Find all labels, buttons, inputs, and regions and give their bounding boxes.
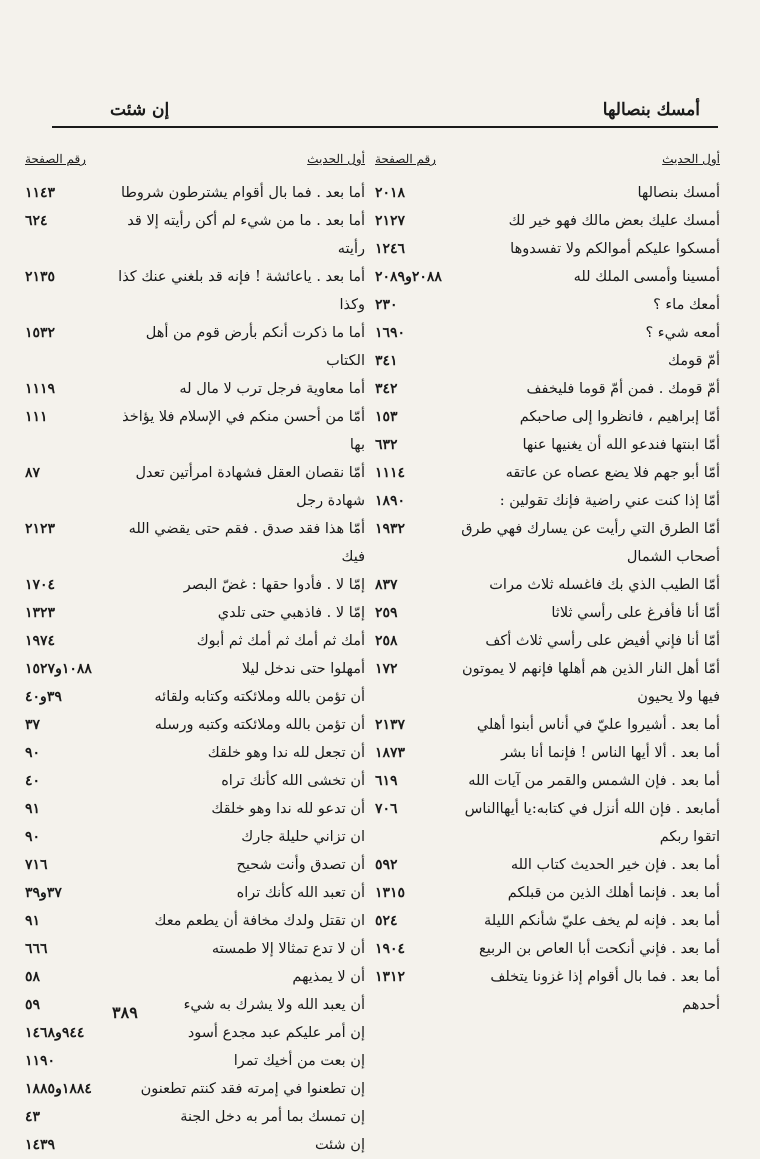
column-header <box>375 148 720 170</box>
page-ref: ١١١٤ <box>375 465 406 481</box>
page-ref: ١٢٤٦ <box>375 241 406 257</box>
hadith-first-words: أمّا أبو جهم فلا يضع عصاه عن عاتقه <box>505 465 720 481</box>
page-ref: ١٤٣٩ <box>25 1137 56 1153</box>
hadith-first-words: أمّا إبراهيم ، فانظروا إلى صاحبكم <box>519 409 720 425</box>
hadith-first-words: أمعه شيء ؟ <box>645 325 720 341</box>
page-ref: ١٧٢ <box>375 661 398 677</box>
index-entry <box>25 935 365 963</box>
index-entry <box>25 823 365 851</box>
hadith-first-words: أن تؤمن بالله وملائكته وكتابه ولقائه <box>154 689 365 705</box>
index-entry <box>25 683 365 711</box>
page-ref: ٦٣٢ <box>375 437 398 453</box>
hadith-first-words: أن يعبد الله ولا يشرك به شيء <box>183 997 365 1013</box>
page-ref: ٣٤١ <box>375 353 398 369</box>
hadith-first-words: أمابعد . فإن الله أنزل في كتابه:يا أيهاالناس اتقوا ربكم <box>464 801 720 845</box>
hadith-first-words: أمّا أنا فأفرغ على رأسي ثلاثا <box>551 605 720 621</box>
index-entry <box>375 935 720 963</box>
page-ref: ٢١٣٥ <box>25 269 56 285</box>
index-entry <box>25 1019 365 1047</box>
page-ref: ٥٩ <box>25 997 41 1013</box>
first-words-heading: أول الحديث <box>662 152 720 166</box>
index-entry <box>25 879 365 907</box>
page-ref: ٦١٩ <box>375 773 398 789</box>
page-ref-heading: رقم الصفحة <box>375 152 436 166</box>
page-ref: ١١٤٣ <box>25 185 56 201</box>
page-ref: ٩٠ <box>25 745 41 761</box>
index-entry <box>375 711 720 739</box>
index-entry <box>25 655 365 683</box>
index-entry <box>25 179 365 207</box>
page-number: ٣٨٩ <box>112 1003 138 1022</box>
index-entry <box>375 571 720 599</box>
index-entry <box>375 599 720 627</box>
hadith-first-words: إمّا لا . فاذهبي حتى تلدي <box>217 605 365 621</box>
index-column-left <box>25 148 365 1159</box>
index-entry <box>25 1047 365 1075</box>
page-ref: ٢١٢٧ <box>375 213 406 229</box>
page-ref: ١٣١٢ <box>375 969 406 985</box>
page-ref: ٣٩و٤٠ <box>25 689 62 705</box>
page-ref: ٨٣٧ <box>375 577 398 593</box>
page-ref: ١٩٧٤ <box>25 633 56 649</box>
hadith-first-words: أما بعد . فما بال أقوام إذا غزونا يتخلف أحدهم <box>490 969 720 1013</box>
index-list <box>25 179 365 1159</box>
hadith-first-words: أما بعد . ما من شيء لم أكن رأيته إلا قد رأيته <box>127 213 365 257</box>
index-entry <box>25 599 365 627</box>
index-entry <box>25 319 365 375</box>
page-ref: ١٣١٥ <box>375 885 406 901</box>
index-list <box>375 179 720 1019</box>
index-entry <box>375 375 720 403</box>
hadith-first-words: أمّا من أحسن منكم في الإسلام فلا يؤاخذ بها <box>122 409 365 453</box>
page-ref: ٢٠١٨ <box>375 185 406 201</box>
index-entry <box>25 907 365 935</box>
hadith-first-words: أن لا يمذيهم <box>292 969 365 985</box>
page-ref-heading: رقم الصفحة <box>25 152 86 166</box>
page-ref: ٧٠٦ <box>375 801 398 817</box>
page-ref: ٤٠ <box>25 773 41 789</box>
index-entry <box>375 795 720 851</box>
index-entry <box>375 235 720 263</box>
hadith-first-words: أمهلوا حتى ندخل ليلا <box>241 661 365 677</box>
hadith-first-words: أن تصدق وأنت شحيح <box>236 857 365 873</box>
page-ref: ٦٦٦ <box>25 941 48 957</box>
index-entry <box>25 375 365 403</box>
page-ref: ١٣٢٣ <box>25 605 56 621</box>
index-entry <box>375 347 720 375</box>
index-entry <box>25 459 365 515</box>
page-ref: ١١١ <box>25 409 48 425</box>
index-entry <box>25 263 365 319</box>
hadith-first-words: إن تمسك بما أمر به دخل الجنة <box>180 1109 365 1125</box>
index-entry <box>375 487 720 515</box>
hadith-first-words: أما بعد . فإن خير الحديث كتاب الله <box>510 857 720 873</box>
hadith-first-words: أمّا نقصان العقل فشهادة امرأتين تعدل شهادة رجل <box>135 465 365 509</box>
page-ref: ٣٤٢ <box>375 381 398 397</box>
page-ref: ٢٥٩ <box>375 605 398 621</box>
index-entry <box>25 991 365 1019</box>
hadith-first-words: أن تدعو لله ندا وهو خلقك <box>211 801 365 817</box>
index-column-right <box>375 148 720 1019</box>
hadith-first-words: أمسكوا عليكم أموالكم ولا تفسدوها <box>510 241 720 257</box>
page-ref: ٢٠٨٨و٢٠٨٩ <box>375 269 442 285</box>
page-ref: ٥٩٢ <box>375 857 398 873</box>
index-entry <box>25 1075 365 1103</box>
hadith-first-words: أمّا الطرق التي رأيت عن يسارك فهي طرق أصحاب الشمال <box>461 521 720 565</box>
index-entry <box>25 711 365 739</box>
index-entry <box>375 179 720 207</box>
index-entry <box>375 879 720 907</box>
hadith-first-words: ان تزاني حليلة جارك <box>241 829 365 845</box>
page-ref: ١٨٨٤و١٨٨٥ <box>25 1081 92 1097</box>
index-entry <box>375 403 720 431</box>
index-entry <box>25 739 365 767</box>
page-ref: ٣٧ <box>25 717 41 733</box>
index-entry <box>375 627 720 655</box>
column-header <box>25 148 365 170</box>
header-rule <box>52 126 718 128</box>
hadith-first-words: أما بعد . فإنه لم يخف عليّ شأنكم الليلة <box>484 913 720 929</box>
page-ref: ٤٣ <box>25 1109 41 1125</box>
hadith-first-words: أمسك بنصالها <box>637 185 720 201</box>
index-entry <box>25 403 365 459</box>
page-ref: ٧١٦ <box>25 857 48 873</box>
index-entry <box>25 767 365 795</box>
hadith-first-words: أمّا إذا كنت عني راضية فإنك تقولين : <box>499 493 720 509</box>
index-entry <box>25 851 365 879</box>
hadith-first-words: أن تخشى الله كأنك تراه <box>221 773 365 789</box>
hadith-first-words: أما بعد . فإن الشمس والقمر من آيات الله <box>468 773 720 789</box>
index-entry <box>25 795 365 823</box>
index-entry <box>25 963 365 991</box>
hadith-first-words: أمّ قومك <box>667 353 720 369</box>
hadith-first-words: أما بعد . ألا أيها الناس ! فإنما أنا بشر <box>501 745 720 761</box>
page-ref: ٨٧ <box>25 465 41 481</box>
page-ref: ١١٩٠ <box>25 1053 56 1069</box>
hadith-first-words: إن شئت <box>314 1137 365 1153</box>
hadith-first-words: أما بعد . أشيروا عليّ في أناس أبنوا أهلي <box>476 717 720 733</box>
page-ref: ٩١ <box>25 801 41 817</box>
page-ref: ١٨٧٣ <box>375 745 406 761</box>
index-entry <box>375 291 720 319</box>
page-ref: ١٥٣٢ <box>25 325 56 341</box>
hadith-first-words: أما بعد . فإنما أهلك الذين من قبلكم <box>507 885 720 901</box>
index-entry <box>375 963 720 1019</box>
hadith-first-words: أمّا أنا فإني أفيض على رأسي ثلاث أكف <box>485 633 720 649</box>
hadith-first-words: أما بعد . فما بال أقوام يشترطون شروطا <box>120 185 365 201</box>
index-entry <box>25 515 365 571</box>
index-entry <box>375 459 720 487</box>
page-ref: ٢٣٠ <box>375 297 398 313</box>
hadith-first-words: إن تطعنوا في إمرته فقد كنتم تطعنون <box>140 1081 365 1097</box>
index-entry <box>375 207 720 235</box>
hadith-first-words: أن لا تدع تمثالا إلا طمسته <box>211 941 365 957</box>
page-ref: ٢٥٨ <box>375 633 398 649</box>
hadith-first-words: أمسك عليك بعض مالك فهو خير لك <box>508 213 720 229</box>
index-entry <box>375 515 720 571</box>
page-ref: ٥٢٤ <box>375 913 398 929</box>
hadith-first-words: أمّا أهل النار الذين هم أهلها فإنهم لا يموتون فيها ولا يحيون <box>461 661 720 705</box>
index-entry <box>25 1131 365 1159</box>
page-ref: ١٧٠٤ <box>25 577 56 593</box>
page-ref: ١١١٩ <box>25 381 56 397</box>
page-ref: ١٩٠٤ <box>375 941 406 957</box>
index-entry <box>375 319 720 347</box>
index-entry <box>25 1103 365 1131</box>
page-ref: ٢١٢٣ <box>25 521 56 537</box>
index-entry <box>25 627 365 655</box>
index-entry <box>375 431 720 459</box>
hadith-first-words: أمّا هذا فقد صدق . فقم حتى يقضي الله فيك <box>128 521 365 565</box>
hadith-first-words: أما بعد . فإني أنكحت أبا العاص بن الربيع <box>479 941 720 957</box>
page-ref: ١٨٩٠ <box>375 493 406 509</box>
page-ref: ٣٧و٣٩ <box>25 885 62 901</box>
hadith-first-words: إمّا لا . فأدوا حقها : غضّ البصر <box>183 577 365 593</box>
page-ref: ١٥٣ <box>375 409 398 425</box>
index-entry <box>25 571 365 599</box>
page-ref: ١٦٩٠ <box>375 325 406 341</box>
page-ref: ٦٢٤ <box>25 213 48 229</box>
page-ref: ١٩٣٢ <box>375 521 406 537</box>
page-ref: ٩١ <box>25 913 41 929</box>
running-header-right: أمسك بنصالها <box>602 100 700 120</box>
index-entry <box>25 207 365 263</box>
hadith-first-words: إن بعت من أخيك تمرا <box>233 1053 365 1069</box>
hadith-first-words: ان تقتل ولدك مخافة أن يطعم معك <box>154 913 365 929</box>
running-header-left: إن شئت <box>110 100 170 120</box>
page-ref: ٥٨ <box>25 969 41 985</box>
page-ref: ٩٤٤و١٤٦٨ <box>25 1025 85 1041</box>
hadith-first-words: أمّا ابنتها فندعو الله أن يغنيها عنها <box>522 437 720 453</box>
hadith-first-words: أن تعبد الله كأنك تراه <box>236 885 365 901</box>
index-entry <box>375 739 720 767</box>
index-entry <box>375 655 720 711</box>
hadith-first-words: أمعك ماء ؟ <box>653 297 720 313</box>
index-entry <box>375 263 720 291</box>
index-entry <box>375 851 720 879</box>
hadith-first-words: أن تؤمن بالله وملائكته وكتبه ورسله <box>154 717 365 733</box>
hadith-first-words: أمسينا وأمسى الملك لله <box>573 269 720 285</box>
page-ref: ٩٠ <box>25 829 41 845</box>
page-ref: ١٠٨٨و١٥٢٧ <box>25 661 92 677</box>
hadith-first-words: إن أمر عليكم عبد مجدع أسود <box>187 1025 365 1041</box>
page-ref: ٢١٣٧ <box>375 717 406 733</box>
first-words-heading: أول الحديث <box>307 152 365 166</box>
index-entry <box>375 907 720 935</box>
hadith-first-words: أما ما ذكرت أنكم بأرض قوم من أهل الكتاب <box>145 325 365 369</box>
hadith-first-words: أن تجعل لله ندا وهو خلقك <box>207 745 365 761</box>
hadith-first-words: أما معاوية فرجل ترب لا مال له <box>179 381 365 397</box>
index-entry <box>375 767 720 795</box>
hadith-first-words: أمك ثم أمك ثم أمك ثم أبوك <box>196 633 365 649</box>
hadith-first-words: أما بعد . ياعائشة ! فإنه قد بلغني عنك كذا وكذا <box>118 269 365 313</box>
hadith-first-words: أمّا الطيب الذي بك فاغسله ثلاث مرات <box>489 577 720 593</box>
hadith-first-words: أمّ قومك . فمن أمّ قوما فليخفف <box>526 381 720 397</box>
